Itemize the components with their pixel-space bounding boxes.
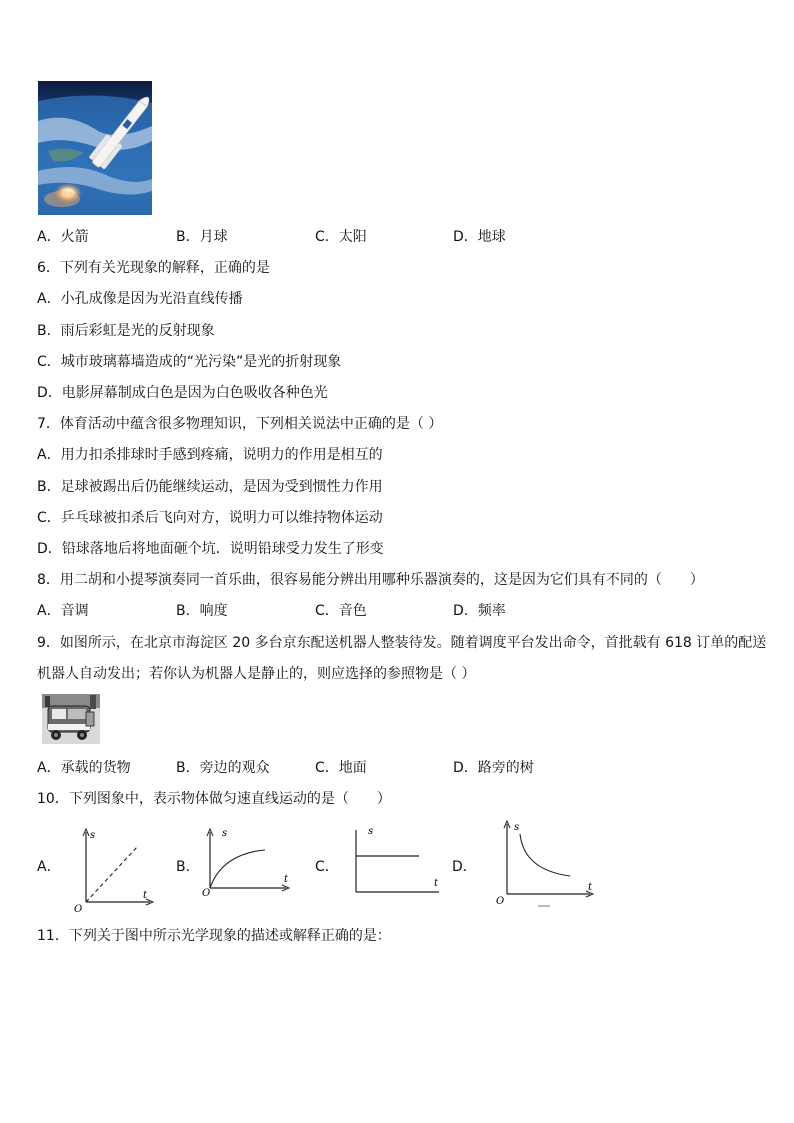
q8-stem: 8．用二胡和小提琴演奏同一首乐曲，很容易能分辨出用哪种乐器演奏的，这是因为它们具有不同的（ ） xyxy=(37,572,704,588)
q10-stem: 10．下列图象中，表示物体做匀速直线运动的是（ ） xyxy=(37,791,391,807)
q10-label-b: B． xyxy=(176,859,200,875)
graph-d-t-label: t xyxy=(588,882,593,893)
graph-d xyxy=(490,818,598,910)
graph-b-s-label: s xyxy=(222,828,228,839)
q8-option-c: C．音色 xyxy=(315,603,367,619)
q7-option-b: B．足球被踢出后仍能继续运动，是因为受到惯性力作用 xyxy=(37,479,383,495)
rocket-image xyxy=(38,81,152,215)
q7-option-c: C．乒乓球被扣杀后飞向对方，说明力可以维持物体运动 xyxy=(37,510,383,526)
graph-a xyxy=(70,826,155,914)
graph-d-origin-label: O xyxy=(496,896,505,907)
q8-option-a: A．音调 xyxy=(37,603,89,619)
q11-stem: 11．下列关于图中所示光学现象的描述或解释正确的是： xyxy=(37,928,391,944)
q9-stem-line1: 9．如图所示，在北京市海淀区 20 多台京东配送机器人整装待发。随着调度平台发出命令，首批载有 618 订单的配送 xyxy=(37,635,767,651)
q10-label-d: D． xyxy=(452,859,477,875)
q10-label-a: A． xyxy=(37,859,61,875)
graph-d-s-label: s xyxy=(514,822,520,833)
q9-option-c: C．地面 xyxy=(315,760,367,776)
q6-option-c: C．城市玻璃幕墙造成的“光污染”是光的折射现象 xyxy=(37,354,342,370)
q9-option-b: B．旁边的观众 xyxy=(176,760,270,776)
graph-b xyxy=(200,826,292,898)
graph-b-origin-label: O xyxy=(202,888,211,898)
graph-b-t-label: t xyxy=(284,874,289,885)
q5-option-b: B．月球 xyxy=(176,229,228,245)
q8-option-d: D．频率 xyxy=(453,603,506,619)
q9-stem-line2: 机器人自动发出；若你认为机器人是静止的，则应选择的参照物是（ ） xyxy=(37,666,476,682)
q7-stem: 7．体育活动中蕴含很多物理知识，下列相关说法中正确的是（ ） xyxy=(37,416,443,432)
q7-option-a: A．用力扣杀排球时手感到疼痛，说明力的作用是相互的 xyxy=(37,447,383,463)
q6-option-d: D．电影屏幕制成白色是因为白色吸收各种色光 xyxy=(37,385,328,401)
q6-option-b: B．雨后彩虹是光的反射现象 xyxy=(37,323,215,339)
q5-option-c: C．太阳 xyxy=(315,229,367,245)
graph-c-s-label: s xyxy=(368,826,374,837)
graph-a-s-label: s xyxy=(90,830,96,841)
q6-option-a: A．小孔成像是因为光沿直线传播 xyxy=(37,291,243,307)
graph-c-t-label: t xyxy=(434,878,439,889)
graph-a-t-label: t xyxy=(143,890,148,901)
graph-a-origin-label: O xyxy=(74,904,83,914)
q10-label-c: C． xyxy=(315,859,339,875)
q5-option-a: A．火箭 xyxy=(37,229,89,245)
delivery-robot-image xyxy=(42,694,100,744)
q7-option-d: D．铅球落地后将地面砸个坑．说明铅球受力发生了形变 xyxy=(37,541,384,557)
graph-c xyxy=(344,826,444,900)
q8-option-b: B．响度 xyxy=(176,603,228,619)
q9-option-a: A．承载的货物 xyxy=(37,760,131,776)
q6-stem: 6．下列有关光现象的解释，正确的是 xyxy=(37,260,270,276)
q5-option-d: D．地球 xyxy=(453,229,506,245)
q9-option-d: D．路旁的树 xyxy=(453,760,534,776)
